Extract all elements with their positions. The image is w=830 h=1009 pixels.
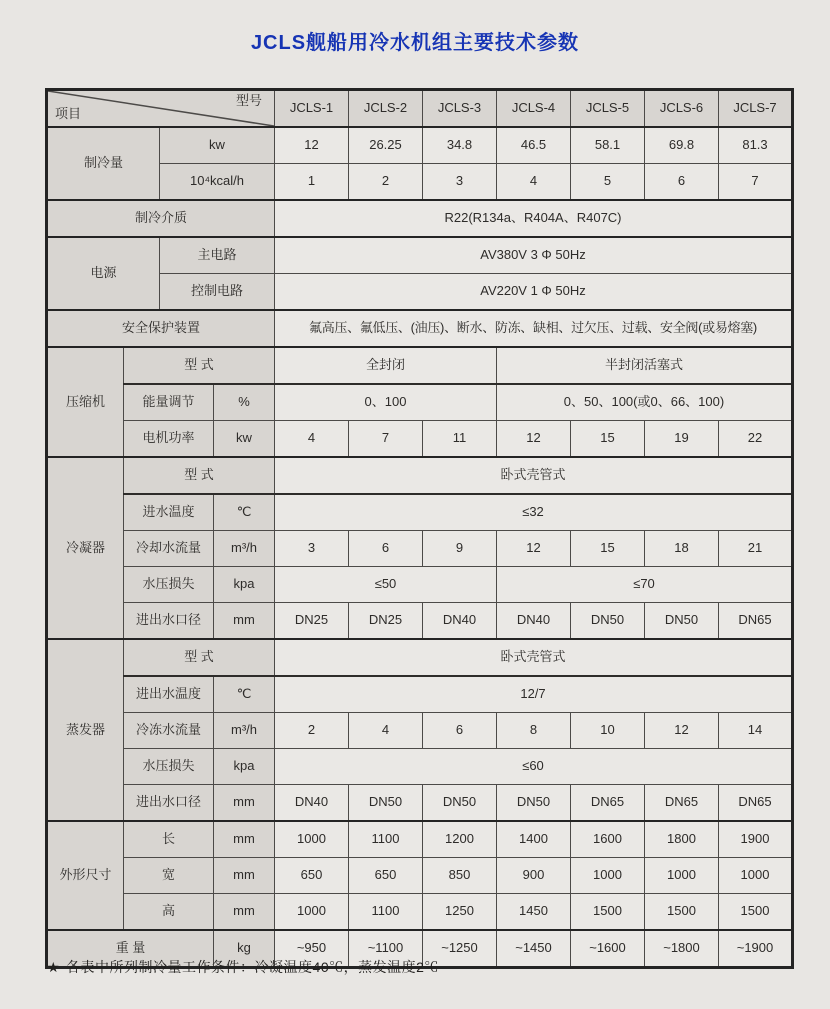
row-label-refrigerant: 制冷介质 [47,200,275,237]
dimensions-width-cell: 1000 [719,858,793,894]
weight-cell: ~1600 [571,930,645,968]
compressor-type-semi-cell: 半封闭活塞式 [497,347,793,384]
evaporator-pipe-cell: DN50 [349,785,423,822]
dimensions-length-cell: 1800 [645,821,719,858]
capacity-kcal-cell: 7 [719,164,793,201]
weight-cell: ~950 [275,930,349,968]
evaporator-temp-value-cell: 12/7 [275,676,793,713]
diagonal-header-cell [47,90,275,128]
unit-cell: kw [160,127,275,164]
model-header-cell: JCLS-1 [275,90,349,128]
compressor-motor-cell: 19 [645,421,719,458]
dimensions-length-cell: 1000 [275,821,349,858]
evaporator-pipe-label: 进出水口径 [124,785,214,822]
table-row [47,237,793,274]
dimensions-height-cell: 1450 [497,894,571,931]
compressor-motor-label: 电机功率 [124,421,214,458]
header-model-label: 型号 [235,93,262,108]
condenser-flow-cell: 9 [423,531,497,567]
table-row [47,127,793,164]
condenser-loss-left-cell: ≤50 [275,567,497,603]
condenser-loss-right-cell: ≤70 [497,567,793,603]
unit-cell: mm [214,894,275,931]
condenser-inlet-label: 进水温度 [124,494,214,531]
power-main-value-cell: AV380V 3 Φ 50Hz [275,237,793,274]
capacity-kcal-cell: 4 [497,164,571,201]
row-label-condenser: 冷凝器 [47,457,124,639]
capacity-kw-cell: 12 [275,127,349,164]
unit-cell: mm [214,603,275,640]
table-row [47,785,793,822]
table-row [47,347,793,384]
dimensions-width-cell: 1000 [645,858,719,894]
capacity-kcal-cell: 2 [349,164,423,201]
dimensions-length-cell: 1600 [571,821,645,858]
spec-table [45,88,794,969]
evaporator-flow-cell: 8 [497,713,571,749]
table-row [47,531,793,567]
unit-cell: mm [214,785,275,822]
evaporator-pipe-cell: DN65 [719,785,793,822]
weight-cell: ~1800 [645,930,719,968]
compressor-motor-cell: 7 [349,421,423,458]
dimensions-width-cell: 650 [275,858,349,894]
table-row [47,858,793,894]
model-header-cell: JCLS-6 [645,90,719,128]
capacity-kcal-cell: 1 [275,164,349,201]
row-label-safety: 安全保护装置 [47,310,275,347]
refrigerant-value-cell: R22(R134a、R404A、R407C) [275,200,793,237]
header-item-label: 项目 [55,106,82,122]
table-row [47,494,793,531]
condenser-flow-cell: 18 [645,531,719,567]
table-row [47,603,793,640]
table-row [47,567,793,603]
table-row [47,821,793,858]
table-row [47,676,793,713]
weight-cell: ~1900 [719,930,793,968]
row-label-dimensions: 外形尺寸 [47,821,124,930]
dimensions-length-cell: 1900 [719,821,793,858]
capacity-kcal-cell: 3 [423,164,497,201]
unit-cell: 10⁴kcal/h [160,164,275,201]
compressor-motor-cell: 4 [275,421,349,458]
dimensions-length-cell: 1200 [423,821,497,858]
unit-cell: ℃ [214,676,275,713]
dimensions-height-cell: 1500 [571,894,645,931]
row-label-capacity: 制冷量 [47,127,160,200]
weight-cell: ~1250 [423,930,497,968]
condenser-inlet-value-cell: ≤32 [275,494,793,531]
condenser-flow-cell: 3 [275,531,349,567]
row-label-compressor: 压缩机 [47,347,124,457]
condenser-pipe-cell: DN40 [423,603,497,640]
compressor-motor-cell: 22 [719,421,793,458]
compressor-motor-cell: 15 [571,421,645,458]
evaporator-pipe-cell: DN50 [423,785,497,822]
table-row [47,749,793,785]
evaporator-flow-label: 冷冻水流量 [124,713,214,749]
table-row [47,713,793,749]
compressor-energy-semi-cell: 0、50、100(或0、66、100) [497,384,793,421]
dimensions-width-cell: 1000 [571,858,645,894]
table-row [47,384,793,421]
condenser-pipe-cell: DN50 [645,603,719,640]
dimensions-height-cell: 1250 [423,894,497,931]
condenser-pipe-cell: DN40 [497,603,571,640]
condenser-pipe-cell: DN25 [275,603,349,640]
table-row [47,639,793,676]
condenser-pipe-cell: DN65 [719,603,793,640]
condenser-loss-label: 水压损失 [124,567,214,603]
model-header-cell: JCLS-3 [423,90,497,128]
condenser-flow-label: 冷却水流量 [124,531,214,567]
condenser-type-value-cell: 卧式壳管式 [275,457,793,494]
dimensions-width-cell: 850 [423,858,497,894]
table-row [47,421,793,458]
unit-cell: kpa [214,749,275,785]
unit-cell: kpa [214,567,275,603]
compressor-motor-cell: 11 [423,421,497,458]
row-label-evaporator: 蒸发器 [47,639,124,821]
row-label-power: 电源 [47,237,160,310]
dimensions-length-cell: 1400 [497,821,571,858]
footnote-text: 各表中所列制冷量工作条件：冷凝温度40℃，蒸发温度2℃ [66,959,439,975]
dimensions-height-label: 高 [124,894,214,931]
capacity-kcal-cell: 5 [571,164,645,201]
condenser-pipe-cell: DN25 [349,603,423,640]
model-header-cell: JCLS-4 [497,90,571,128]
dimensions-width-cell: 900 [497,858,571,894]
capacity-kw-cell: 46.5 [497,127,571,164]
dimensions-width-label: 宽 [124,858,214,894]
evaporator-flow-cell: 6 [423,713,497,749]
unit-cell: m³/h [214,713,275,749]
unit-cell: ℃ [214,494,275,531]
capacity-kw-cell: 26.25 [349,127,423,164]
model-header-cell: JCLS-2 [349,90,423,128]
compressor-type-label: 型 式 [124,347,275,384]
capacity-kcal-cell: 6 [645,164,719,201]
condenser-flow-cell: 15 [571,531,645,567]
unit-cell: mm [214,821,275,858]
power-main-label: 主电路 [160,237,275,274]
capacity-kw-cell: 69.8 [645,127,719,164]
table-row [47,457,793,494]
evaporator-pipe-cell: DN65 [571,785,645,822]
evaporator-pipe-cell: DN65 [645,785,719,822]
evaporator-flow-cell: 12 [645,713,719,749]
evaporator-type-label: 型 式 [124,639,275,676]
compressor-motor-cell: 12 [497,421,571,458]
evaporator-flow-cell: 14 [719,713,793,749]
dimensions-length-cell: 1100 [349,821,423,858]
star-icon: ★ [47,959,61,975]
dimensions-width-cell: 650 [349,858,423,894]
power-control-label: 控制电路 [160,274,275,311]
weight-cell: ~1100 [349,930,423,968]
capacity-kw-cell: 34.8 [423,127,497,164]
evaporator-loss-label: 水压损失 [124,749,214,785]
capacity-kw-cell: 81.3 [719,127,793,164]
safety-value-cell: 氟高压、氟低压、(油压)、断水、防冻、缺相、过欠压、过载、安全阀(或易熔塞) [275,310,793,347]
evaporator-flow-cell: 10 [571,713,645,749]
compressor-energy-hermetic-cell: 0、100 [275,384,497,421]
condenser-pipe-label: 进出水口径 [124,603,214,640]
dimensions-height-cell: 1500 [645,894,719,931]
dimensions-length-label: 长 [124,821,214,858]
evaporator-flow-cell: 2 [275,713,349,749]
condenser-flow-cell: 21 [719,531,793,567]
condenser-pipe-cell: DN50 [571,603,645,640]
unit-cell: % [214,384,275,421]
evaporator-loss-value-cell: ≤60 [275,749,793,785]
table-header-row [47,90,793,128]
unit-cell: kw [214,421,275,458]
table-row [47,310,793,347]
evaporator-type-value-cell: 卧式壳管式 [275,639,793,676]
evaporator-temp-label: 进出水温度 [124,676,214,713]
unit-cell: mm [214,858,275,894]
evaporator-pipe-cell: DN50 [497,785,571,822]
unit-cell: kg [214,930,275,968]
power-control-value-cell: AV220V 1 Φ 50Hz [275,274,793,311]
evaporator-flow-cell: 4 [349,713,423,749]
model-header-cell: JCLS-7 [719,90,793,128]
weight-cell: ~1450 [497,930,571,968]
table-row [47,894,793,931]
compressor-energy-label: 能量调节 [124,384,214,421]
condenser-flow-cell: 6 [349,531,423,567]
compressor-type-hermetic-cell: 全封闭 [275,347,497,384]
evaporator-pipe-cell: DN40 [275,785,349,822]
condenser-flow-cell: 12 [497,531,571,567]
row-label-weight: 重 量 [47,930,214,968]
model-header-cell: JCLS-5 [571,90,645,128]
dimensions-height-cell: 1500 [719,894,793,931]
footnote [47,957,439,977]
condenser-type-label: 型 式 [124,457,275,494]
unit-cell: m³/h [214,531,275,567]
dimensions-height-cell: 1100 [349,894,423,931]
table-row [47,200,793,237]
dimensions-height-cell: 1000 [275,894,349,931]
page-title: JCLS舰船用冷水机组主要技术参数 [250,32,580,54]
capacity-kw-cell: 58.1 [571,127,645,164]
